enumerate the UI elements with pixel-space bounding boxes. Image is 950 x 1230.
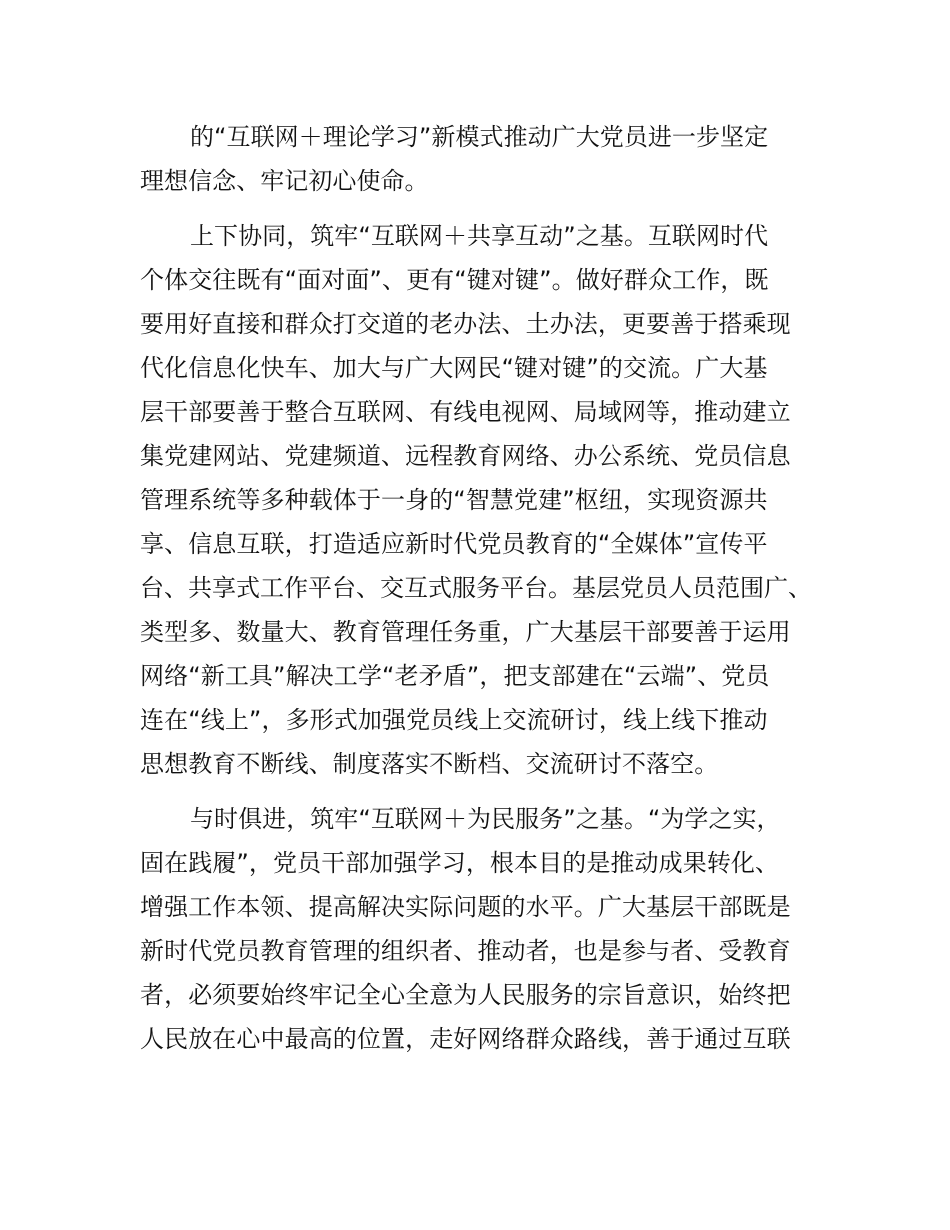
text-line: 享、信息互联，打造适应新时代党员教育的“全媒体”宣传平 — [140, 530, 768, 558]
text-line: 者，必须要始终牢记全心全意为人民服务的宗旨意识，始终把 — [140, 981, 791, 1009]
text-line: 固在践履”，党员干部加强学习，根本目的是推动成果转化、 — [140, 849, 780, 877]
text-line: 管理系统等多种载体于一身的“智慧党建”枢纽，实现资源共 — [140, 486, 768, 514]
text-line: 个体交往既有“面对面”、更有“键对键”。做好群众工作，既 — [140, 266, 769, 294]
text-line: 连在“线上”，多形式加强党员线上交流研讨，线上线下推动 — [140, 706, 768, 734]
text-line: 的“互联网＋理论学习”新模式推动广大党员进一步坚定 — [190, 123, 769, 151]
text-line: 新时代党员教育管理的组织者、推动者，也是参与者、受教育 — [140, 937, 791, 965]
text-line: 网络“新工具”解决工学“老矛盾”，把支部建在“云端”、党员 — [140, 662, 770, 690]
text-line: 上下协同，筑牢“互联网＋共享互动”之基。互联网时代 — [190, 222, 769, 250]
text-line: 增强工作本领、提高解决实际问题的水平。广大基层干部既是 — [140, 893, 791, 921]
text-line: 台、共享式工作平台、交互式服务平台。基层党员人员范围广、 — [140, 574, 812, 602]
text-line: 代化信息化快车、加大与广大网民“键对键”的交流。广大基 — [140, 354, 768, 382]
text-line: 思想教育不断线、制度落实不断档、交流研讨不落空。 — [140, 750, 719, 778]
text-line: 要用好直接和群众打交道的老办法、土办法，更要善于搭乘现 — [140, 310, 791, 338]
text-line: 与时俱进，筑牢“互联网＋为民服务”之基。“为学之实， — [190, 805, 781, 833]
text-line: 人民放在心中最高的位置，走好网络群众路线，善于通过互联 — [140, 1025, 791, 1053]
text-line: 层干部要善于整合互联网、有线电视网、局域网等，推动建立 — [140, 398, 791, 426]
text-line: 理想信念、牢记初心使命。 — [140, 167, 429, 195]
text-line: 集党建网站、党建频道、远程教育网络、办公系统、党员信息 — [140, 442, 791, 470]
text-line: 类型多、数量大、教育管理任务重，广大基层干部要善于运用 — [140, 618, 791, 646]
